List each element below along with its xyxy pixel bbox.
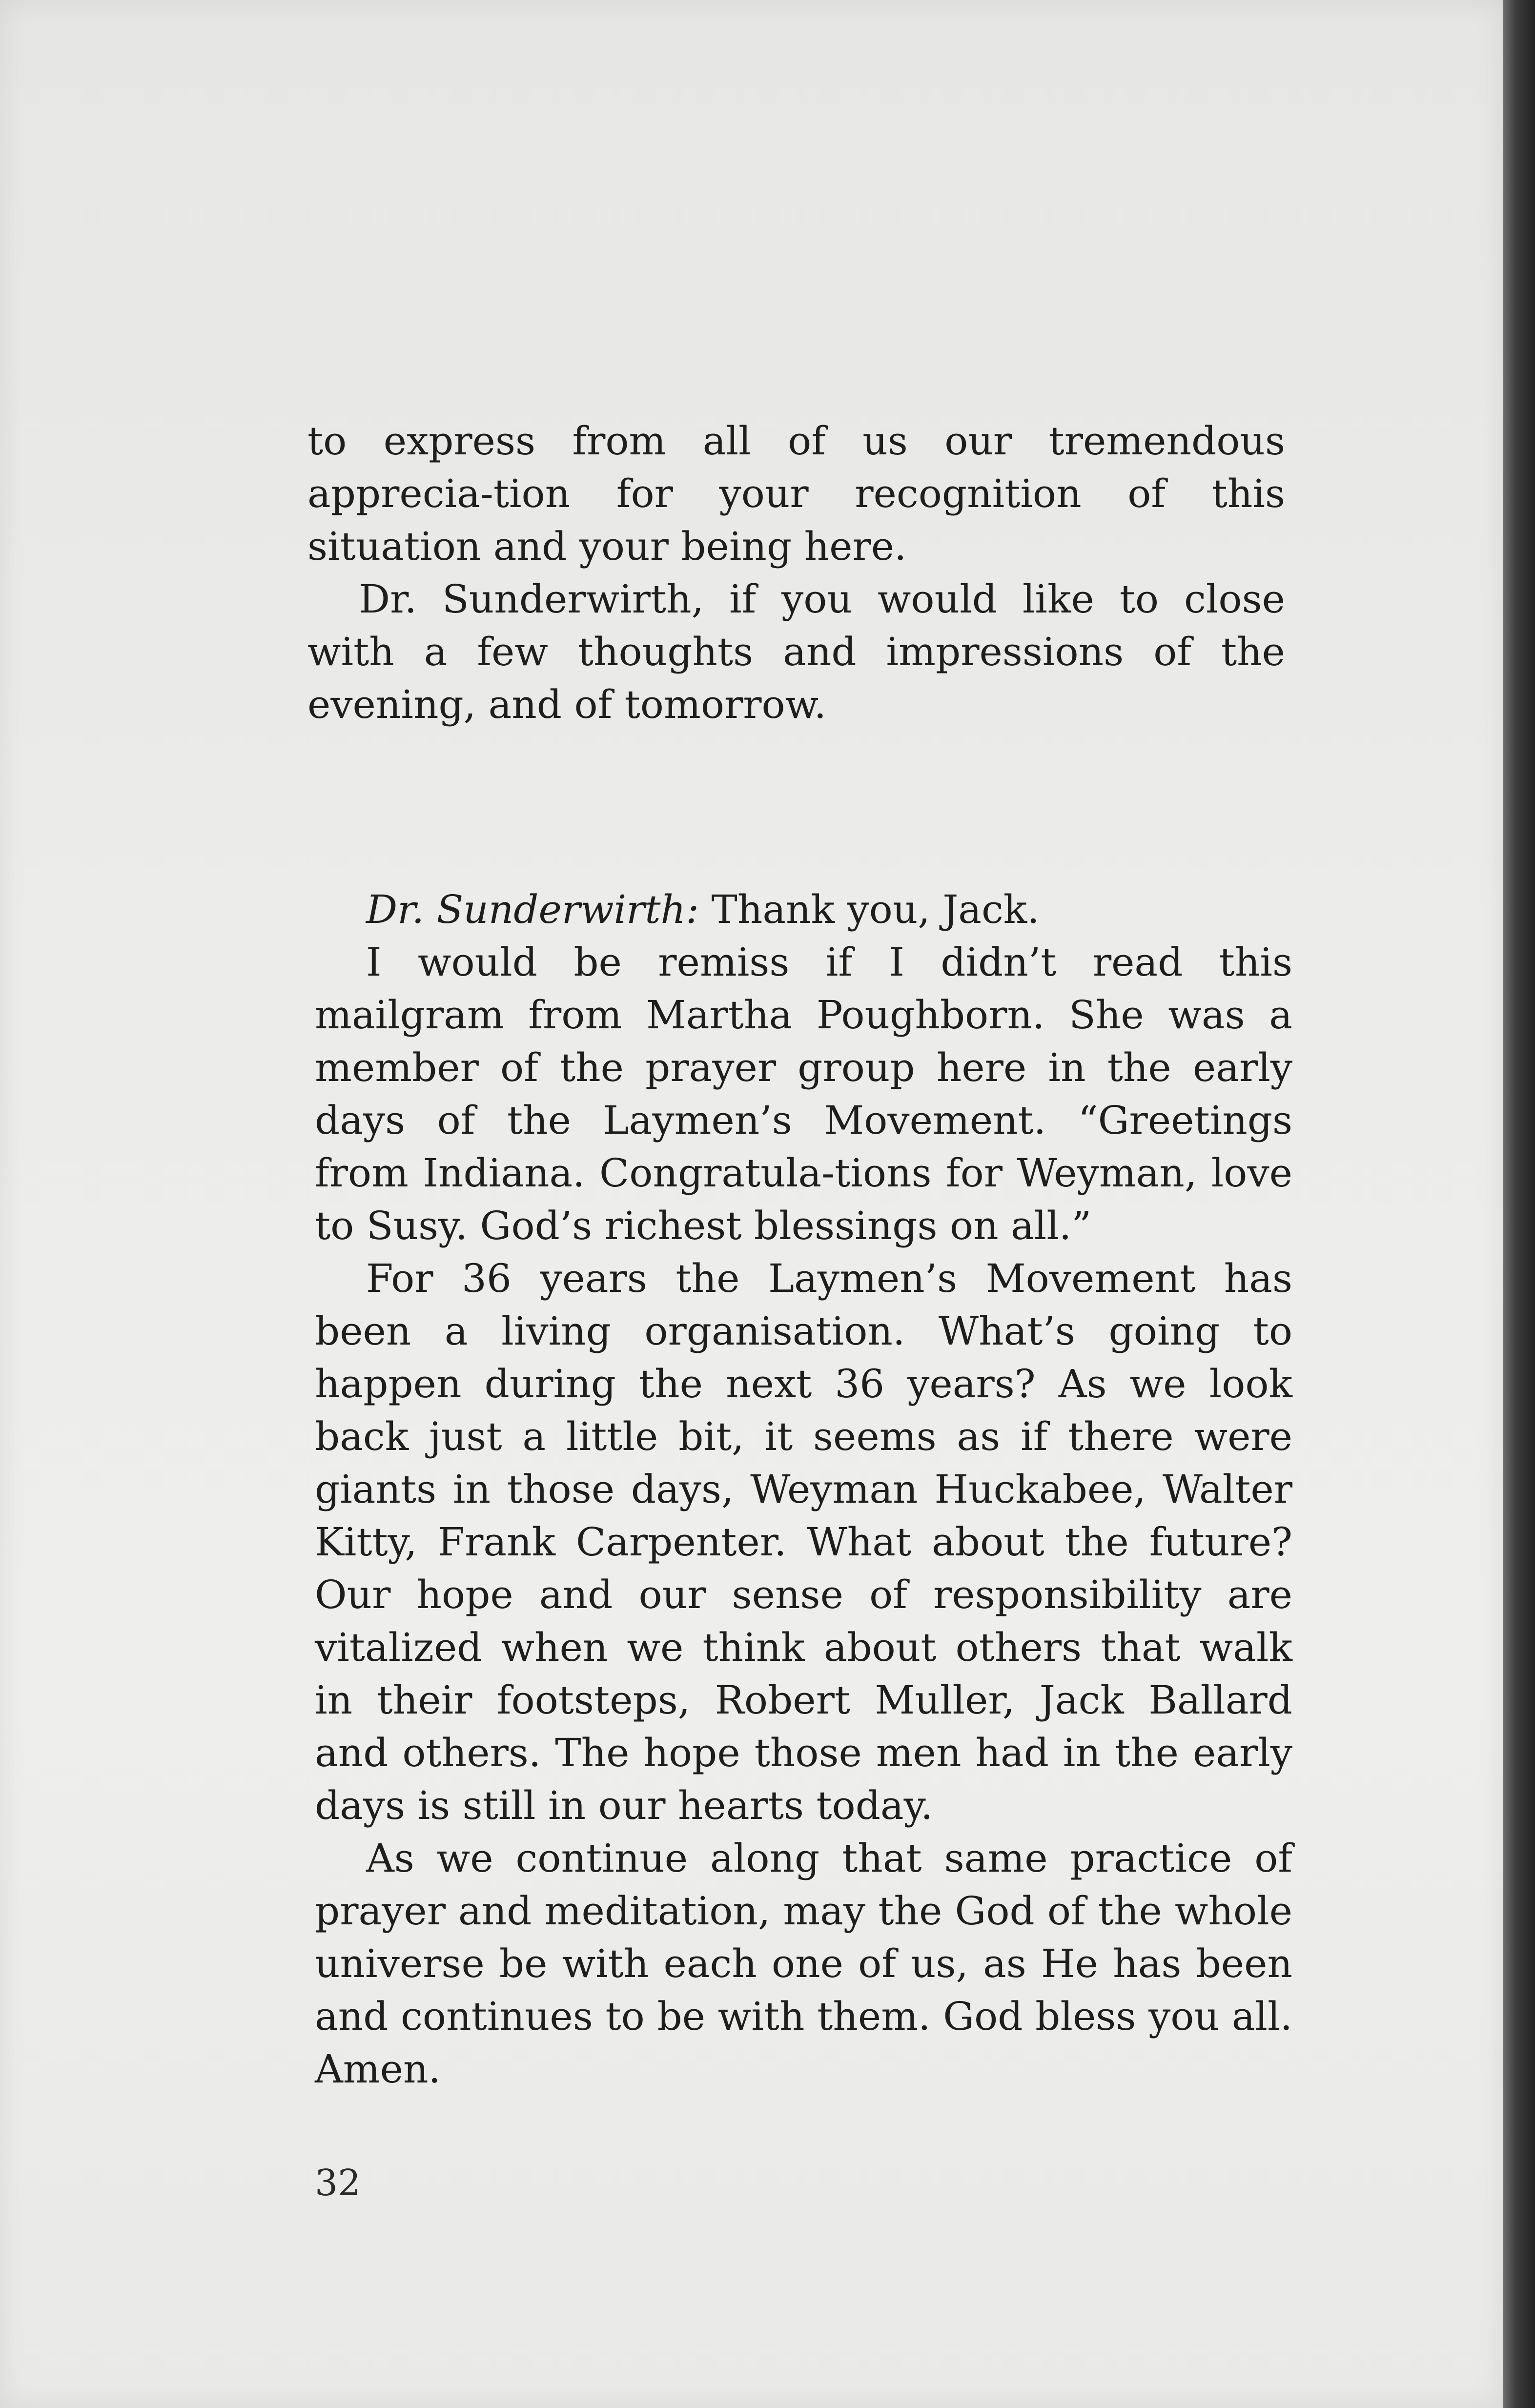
paragraph-closing-prayer: As we continue along that same practice of prayer and meditation, may the God of the whole universe be with each one of us, as He has been and continues to be with them. God bless you all. Amen. — [315, 1836, 1292, 2092]
text-section-speech — [315, 883, 1292, 2096]
text-section-top — [307, 415, 1285, 731]
paragraph-history: For 36 years the Laymen’s Movement has been a living organisation. What’s going to happen during the next 36 years? As we look back just a little bit, it seems as if there were giants in those days, Weyman Huckabee, Walter Kitty, Frank Carpenter. What about the future? Our hope and our sense of responsibility are vitalized when we think about others that walk in their footsteps, Robert Muller, Jack Ballard and others. The hope those men had in the early days is still in our hearts today. — [315, 1256, 1292, 1828]
page-edge-shadow — [1503, 0, 1535, 2408]
paragraph-appreciation: to express from all of us our tremendous apprecia-tion for your recognition of this situation and your being here. — [307, 418, 1285, 569]
speaker-opening: Thank you, Jack. — [699, 887, 1040, 932]
paragraph-speaker-intro — [315, 883, 1292, 936]
speaker-name: Dr. Sunderwirth: — [366, 887, 699, 932]
page-number: 32 — [315, 2162, 361, 2204]
paragraph-invitation: Dr. Sunderwirth, if you would like to close with a few thoughts and impressions of the evening, and of tomorrow. — [307, 576, 1285, 727]
paragraph-mailgram: I would be remiss if I didn’t read this mailgram from Martha Poughborn. She was a member of the prayer group here in the early days of the Laymen’s Movement. “Greetings from Indiana. Congratula-tions for Weyman, love to Susy. God’s richest blessings on all.” — [315, 939, 1292, 1248]
